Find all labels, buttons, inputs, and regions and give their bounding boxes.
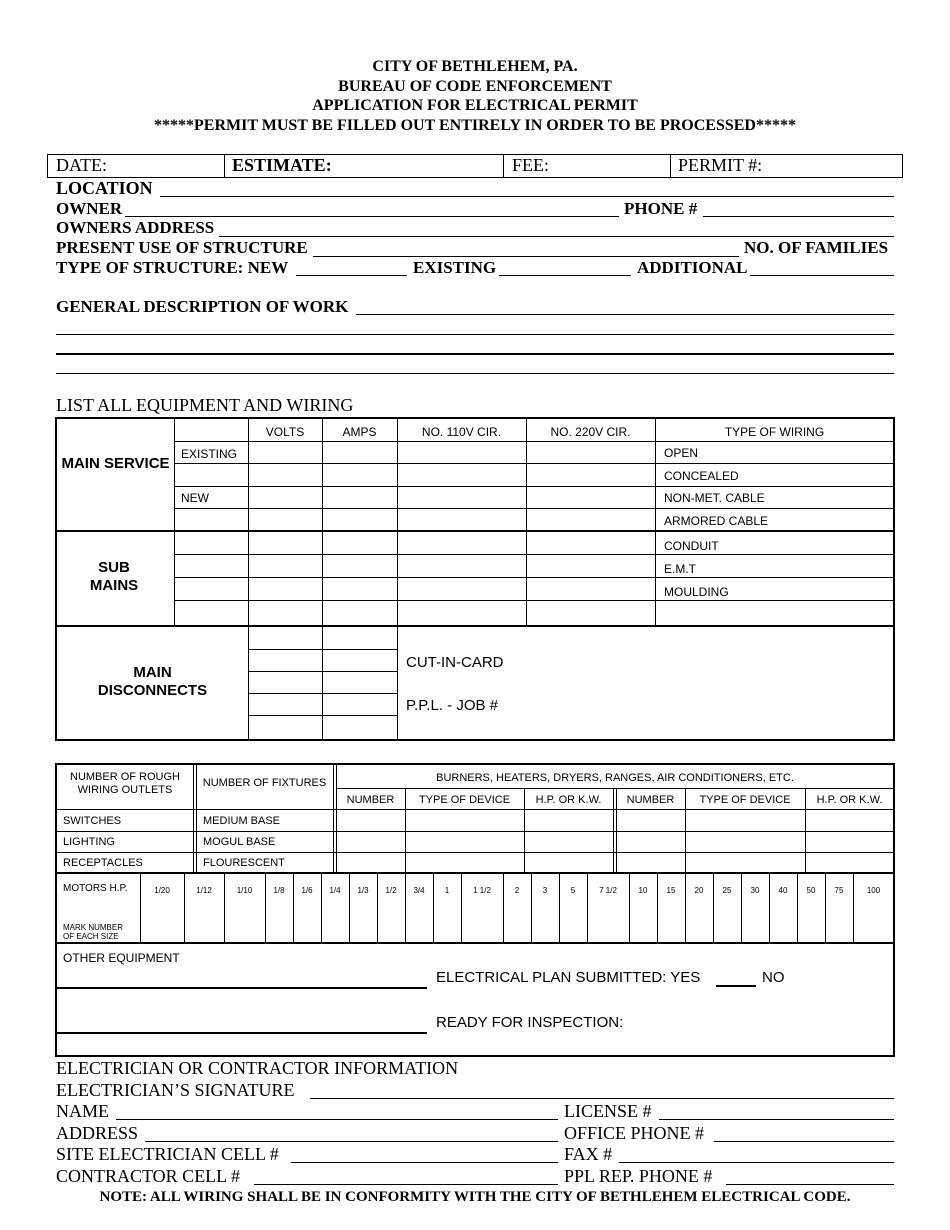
- type-structure-label: TYPE OF STRUCTURE: NEW: [56, 258, 289, 277]
- ready-label: READY FOR INSPECTION:: [436, 1014, 624, 1031]
- contractor-cell-label: CONTRACTOR CELL #: [56, 1166, 241, 1186]
- other-equipment-label: OTHER EQUIPMENT: [63, 951, 180, 965]
- no-families-label: NO. OF FAMILIES: [744, 238, 889, 257]
- motor-col-divider: [224, 873, 225, 942]
- motor-size-label: 20: [694, 886, 704, 895]
- sub-mains-label: SUB MAINS: [89, 559, 139, 594]
- owners-address-label: OWNERS ADDRESS: [56, 218, 215, 237]
- site-cell-field[interactable]: [291, 1162, 558, 1163]
- motor-size-label: 1: [444, 886, 450, 895]
- header-city: CITY OF BETHLEHEM, PA.: [372, 58, 578, 75]
- ppl-phone-label: PPL REP. PHONE #: [564, 1166, 713, 1186]
- type-additional-field[interactable]: [750, 275, 894, 276]
- mark-number-label: MARK NUMBER OF EACH SIZE: [63, 923, 124, 941]
- site-cell-label: SITE ELECTRICIAN CELL #: [56, 1144, 279, 1164]
- motor-size-label: 15: [666, 886, 676, 895]
- motor-col-divider: [629, 873, 630, 942]
- motor-size-label: 1/4: [329, 886, 341, 895]
- motor-col-divider: [853, 873, 854, 942]
- fax-field[interactable]: [619, 1162, 894, 1163]
- motor-col-divider: [825, 873, 826, 942]
- motor-col-divider: [140, 873, 141, 942]
- motor-size-label: 1/12: [196, 886, 212, 895]
- location-field[interactable]: [160, 196, 894, 197]
- header-notice: *****PERMIT MUST BE FILLED OUT ENTIRELY IN ORDER TO BE PROCESSED*****: [154, 117, 796, 134]
- existing-label: EXISTING: [413, 258, 497, 277]
- col-volts: VOLTS: [265, 425, 305, 439]
- motor-size-label: 1/3: [357, 886, 369, 895]
- sub-hp-1: H.P. OR K.W.: [535, 794, 602, 806]
- general-description-label: GENERAL DESCRIPTION OF WORK: [56, 297, 349, 316]
- motor-col-divider: [503, 873, 504, 942]
- motor-col-divider: [797, 873, 798, 942]
- motor-size-label: 1/10: [236, 886, 253, 895]
- other-equipment-line-2[interactable]: [57, 1032, 427, 1034]
- office-phone-label: OFFICE PHONE #: [564, 1123, 705, 1143]
- description-line-2[interactable]: [56, 334, 894, 335]
- motor-size-label: 40: [778, 886, 788, 895]
- present-use-label: PRESENT USE OF STRUCTURE: [56, 238, 308, 257]
- motor-col-divider: [461, 873, 462, 942]
- signature-field[interactable]: [310, 1098, 894, 1099]
- wiring-conduit: CONDUIT: [664, 539, 719, 553]
- wiring-concealed: CONCEALED: [664, 469, 739, 483]
- name-field[interactable]: [116, 1119, 558, 1120]
- motor-col-divider: [321, 873, 322, 942]
- new-row-label: NEW: [181, 491, 209, 505]
- motor-col-divider: [769, 873, 770, 942]
- fixture-medium-base: MEDIUM BASE: [203, 815, 281, 827]
- motor-size-label: 1 1/2: [473, 886, 491, 895]
- wiring-non-met-cable: NON-MET. CABLE: [664, 491, 765, 505]
- plan-submitted-label: ELECTRICAL PLAN SUBMITTED: YES: [436, 969, 701, 986]
- phone-label: PHONE #: [624, 199, 698, 218]
- motor-size-label: 50: [806, 886, 816, 895]
- col-amps: AMPS: [342, 425, 377, 439]
- contractor-cell-field[interactable]: [254, 1184, 558, 1185]
- motors-label: MOTORS H.P.: [63, 883, 128, 894]
- col-wiring: TYPE OF WIRING: [724, 425, 825, 439]
- header-bureau: BUREAU OF CODE ENFORCEMENT: [338, 78, 612, 95]
- motor-size-label: 75: [834, 886, 844, 895]
- cut-in-card-label: CUT-IN-CARD: [406, 654, 504, 671]
- header-application: APPLICATION FOR ELECTRICAL PERMIT: [312, 97, 638, 114]
- fixture-flourescent: FLOURESCENT: [203, 857, 285, 869]
- description-line-1[interactable]: [356, 314, 894, 315]
- other-equipment-line-1[interactable]: [57, 987, 427, 989]
- motor-size-label: 1/20: [154, 886, 170, 895]
- motor-size-label: 1/8: [273, 886, 285, 895]
- top-row-box: [47, 154, 903, 178]
- motor-col-divider: [405, 873, 406, 942]
- date-label: DATE:: [56, 155, 107, 175]
- motor-col-divider: [293, 873, 294, 942]
- motor-size-label: 7 1/2: [599, 886, 617, 895]
- ppl-phone-field[interactable]: [726, 1184, 894, 1185]
- address-label: ADDRESS: [56, 1123, 139, 1143]
- owner-field[interactable]: [125, 216, 619, 217]
- contractor-title: ELECTRICIAN OR CONTRACTOR INFORMATION: [56, 1058, 459, 1078]
- owner-label: OWNER: [56, 199, 123, 218]
- motor-col-divider: [433, 873, 434, 942]
- main-disconnects-label: MAIN DISCONNECTS: [97, 664, 208, 699]
- fixture-mogul-base: MOGUL BASE: [203, 836, 276, 848]
- outlet-switches: SWITCHES: [63, 815, 122, 827]
- wiring-armored-cable: ARMORED CABLE: [664, 514, 769, 528]
- motor-size-label: 1/6: [301, 886, 313, 895]
- outlet-lighting: LIGHTING: [63, 836, 115, 848]
- motor-col-divider: [265, 873, 266, 942]
- motor-col-divider: [741, 873, 742, 942]
- fax-label: FAX #: [564, 1144, 613, 1164]
- additional-label: ADDITIONAL: [637, 258, 748, 277]
- motor-col-divider: [531, 873, 532, 942]
- ppl-job-label: P.P.L. - JOB #: [406, 697, 498, 714]
- motor-col-divider: [685, 873, 686, 942]
- estimate-label: ESTIMATE:: [232, 155, 332, 175]
- owners-address-field[interactable]: [219, 236, 894, 237]
- location-label: LOCATION: [56, 178, 153, 198]
- wiring-moulding: MOULDING: [664, 585, 729, 599]
- license-label: LICENSE #: [564, 1101, 652, 1121]
- existing-row-label: EXISTING: [181, 447, 238, 461]
- equipment-title: LIST ALL EQUIPMENT AND WIRING: [56, 395, 354, 415]
- motor-size-label: 2: [514, 886, 520, 895]
- motor-col-divider: [349, 873, 350, 942]
- sub-device-1: TYPE OF DEVICE: [418, 794, 511, 806]
- burners-header: BURNERS, HEATERS, DRYERS, RANGES, AIR CONDITIONERS, ETC.: [436, 772, 794, 784]
- motor-size-label: 10: [638, 886, 648, 895]
- sub-number-2: NUMBER: [626, 794, 675, 806]
- motor-col-divider: [713, 873, 714, 942]
- motor-col-divider: [184, 873, 185, 942]
- plan-yes-field[interactable]: [716, 985, 756, 987]
- type-existing-field[interactable]: [499, 275, 631, 276]
- motor-size-label: 1/2: [385, 886, 397, 895]
- signature-label: ELECTRICIAN’S SIGNATURE: [56, 1080, 295, 1100]
- motor-size-label: 5: [570, 886, 576, 895]
- motor-col-divider: [657, 873, 658, 942]
- description-line-4[interactable]: [56, 373, 894, 374]
- type-new-field[interactable]: [296, 275, 407, 276]
- sub-number-1: NUMBER: [346, 794, 395, 806]
- motor-col-divider: [559, 873, 560, 942]
- sub-hp-2: H.P. OR K.W.: [816, 794, 883, 806]
- motor-size-label: 25: [722, 886, 732, 895]
- phone-field[interactable]: [703, 216, 894, 217]
- motor-size-label: 3/4: [413, 886, 425, 895]
- rough-outlets-header: NUMBER OF ROUGH WIRING OUTLETS: [70, 771, 180, 796]
- name-label: NAME: [56, 1101, 109, 1121]
- col-110v: NO. 110V CIR.: [421, 425, 502, 439]
- conformity-note: NOTE: ALL WIRING SHALL BE IN CONFORMITY WITH THE CITY OF BETHLEHEM ELECTRICAL CODE.: [99, 1189, 851, 1205]
- motor-size-label: 100: [866, 886, 881, 895]
- office-phone-field[interactable]: [714, 1141, 894, 1142]
- outlet-receptacles: RECEPTACLES: [63, 857, 143, 869]
- sub-device-2: TYPE OF DEVICE: [699, 794, 791, 806]
- col-220v: NO. 220V CIR.: [550, 425, 631, 439]
- main-service-label: MAIN SERVICE: [61, 455, 170, 472]
- license-field[interactable]: [659, 1119, 894, 1120]
- plan-no-label: NO: [762, 969, 785, 986]
- wiring-open: OPEN: [664, 446, 699, 460]
- wiring-emt: E.M.T: [664, 562, 696, 576]
- fee-label: FEE:: [512, 155, 550, 175]
- present-use-field[interactable]: [313, 256, 739, 257]
- permit-label: PERMIT #:: [678, 155, 763, 175]
- motor-size-label: 30: [750, 886, 760, 895]
- fixtures-header: NUMBER OF FIXTURES: [202, 777, 327, 789]
- motor-size-label: 3: [542, 886, 548, 895]
- motor-col-divider: [587, 873, 588, 942]
- address-field[interactable]: [145, 1141, 558, 1142]
- motor-col-divider: [377, 873, 378, 942]
- description-line-3[interactable]: [56, 353, 894, 355]
